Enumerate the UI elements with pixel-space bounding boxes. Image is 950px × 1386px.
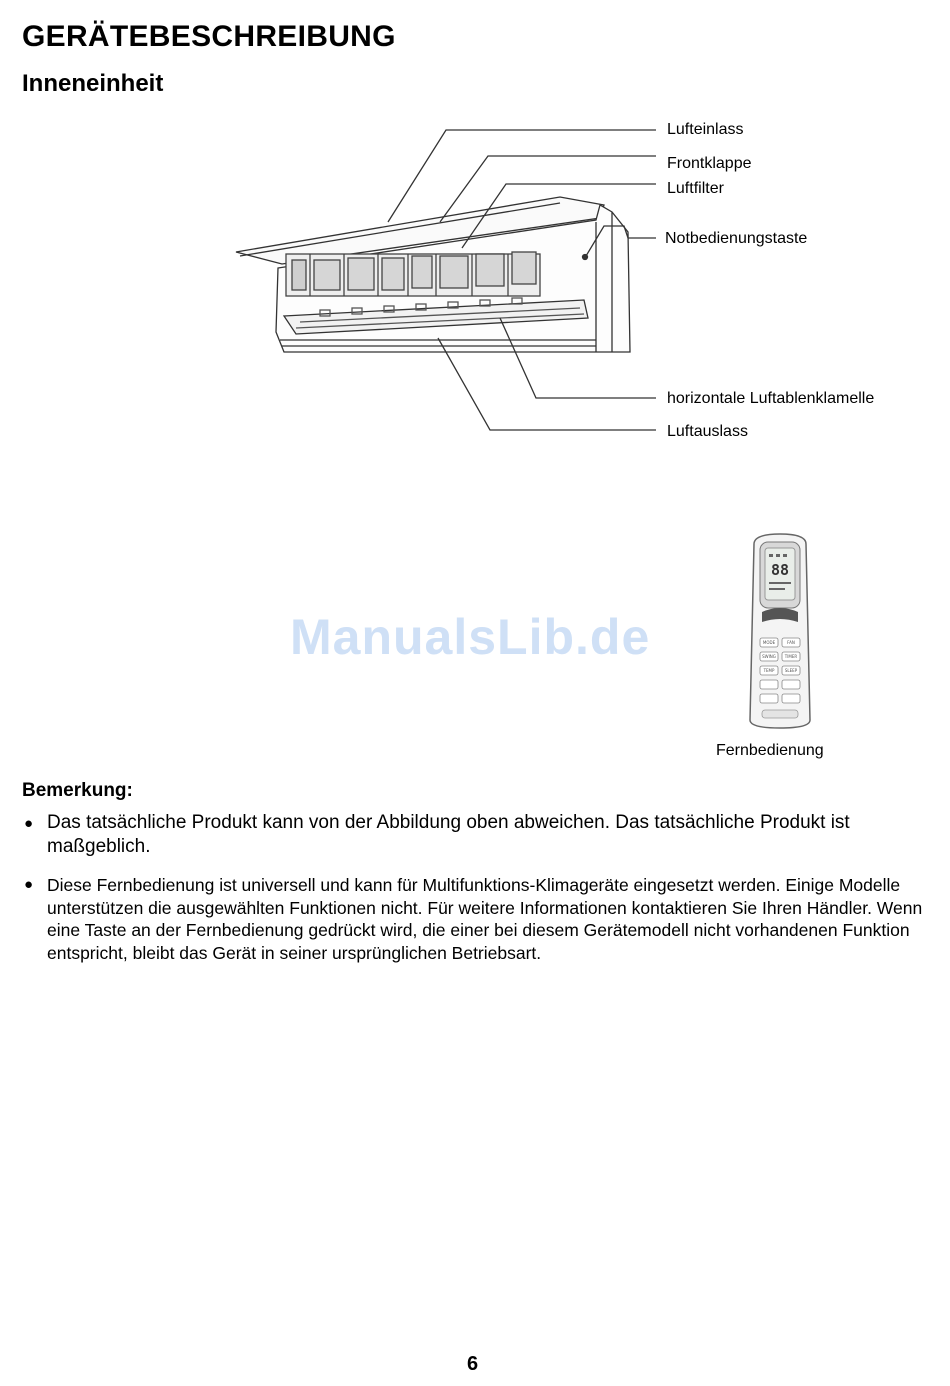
label-air-filter: Luftfilter [667,180,724,197]
label-air-inlet: Lufteinlass [667,121,744,138]
bullet-icon: ● [24,876,34,893]
remote-button-label: SLEEP [784,668,798,673]
remote-button-label: FAN [787,640,795,645]
remote-button-label: MODE [762,640,776,645]
label-air-outlet: Luftauslass [667,423,748,440]
remark-item: Diese Fernbedienung ist universell und kann für Multifunktions-Klimageräte eingesetzt werden. Einige Modelle unterstützen die ausgewählten Funktionen nicht. Für weitere Informationen kontaktieren Sie Ihren Händler. Wenn eine Taste an der Fernbedienung gedrückt wird, die einer bei diesem Gerätemodell nicht vorhandenen Funktion entspricht, bleibt das Gerät in seiner ursprünglichen Betriebsart. [47,875,923,963]
remote-caption: Fernbedienung [716,742,824,759]
label-front-panel: Frontklappe [667,155,752,172]
remote-button-label: TEMP [763,668,775,673]
remark-item: Das tatsächliche Produkt kann von der Abbildung oben abweichen. Das tatsächliche Produkt ist maßgeblich. [47,812,850,857]
remote-display-digits: 88 [770,561,790,579]
air-filter-grid [286,252,540,296]
remote-button-label: SWING [762,654,776,659]
remote-control-image [740,530,820,735]
bullet-icon: ● [24,815,34,832]
watermark: ManualsLib.de [290,609,651,665]
label-horizontal-louver: horizontale Luftablenklamelle [667,390,875,407]
page-number: 6 [467,1353,479,1375]
remarks-title: Bemerkung: [22,780,133,801]
page-title: GERÄTEBESCHREIBUNG [22,20,396,53]
section-title: Inneneinheit [22,70,164,97]
label-emergency-button: Notbedienungstaste [665,230,808,247]
remote-button-label: TIMER [784,654,798,659]
